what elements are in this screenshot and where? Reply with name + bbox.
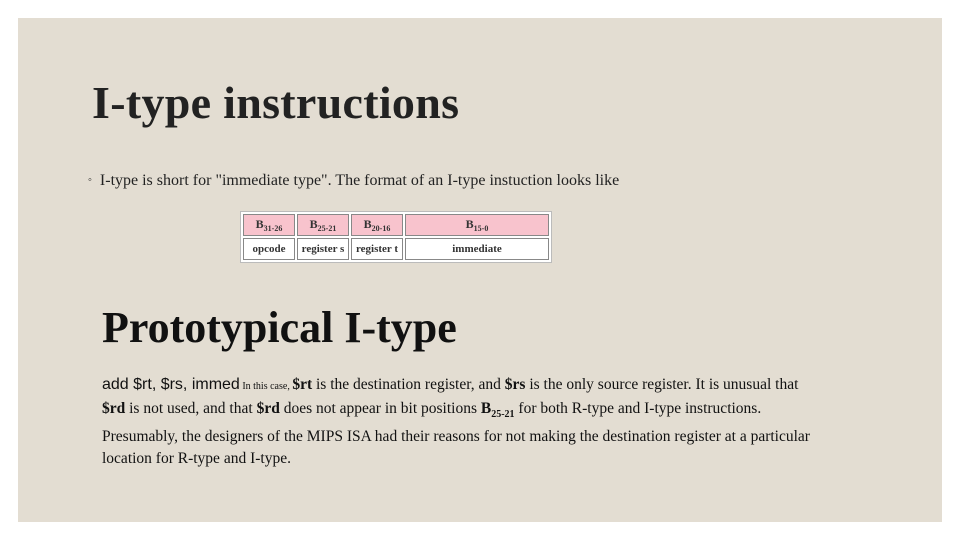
itype-format-table — [240, 211, 552, 263]
example-instruction: add $rt, $rs, immed — [102, 376, 240, 393]
field-cell: opcode — [243, 238, 295, 260]
bullet-item — [88, 172, 619, 190]
field-cell: register t — [351, 238, 403, 260]
bits-header: $B_{20-16}$ — [351, 214, 403, 236]
slide — [18, 18, 942, 522]
text-run: is the destination register, and — [312, 376, 505, 393]
register-rt: $rt — [292, 376, 313, 393]
table-field-row — [243, 238, 549, 260]
text-run: does not appear in bit positions — [279, 400, 481, 417]
explanation-paragraph — [102, 374, 822, 470]
bit-range: $B_{25-21}$ — [480, 400, 515, 420]
table-header-row — [243, 214, 549, 236]
section-subtitle: Prototypical I-type — [102, 303, 457, 352]
field-cell: immediate — [405, 238, 549, 260]
bits-header: $B_{15-0}$ — [405, 214, 549, 236]
lead-in-text: In this case, — [239, 381, 293, 392]
bullet-text: I-type is short for "immediate type". The format of an I-type instuction looks like — [99, 172, 620, 189]
bullet-marker: ◦ — [88, 174, 92, 186]
text-run: is not used, and that — [125, 400, 257, 417]
register-rd: $rd — [102, 400, 126, 417]
text-run: is the only source register. It is unusual that — [525, 376, 799, 393]
text-run: for both R-type and I-type instructions. Presumably, the designers of the MIPS ISA had their reasons for not making the destination register at a particular location for R-type and I-type. — [102, 400, 810, 467]
slide-title: I-type instructions — [92, 77, 460, 128]
register-rs: $rs — [504, 376, 526, 393]
field-cell: register s — [297, 238, 349, 260]
register-rd: $rd — [256, 400, 280, 417]
bits-header: $B_{31-26}$ — [243, 214, 295, 236]
bits-header: $B_{25-21}$ — [297, 214, 349, 236]
